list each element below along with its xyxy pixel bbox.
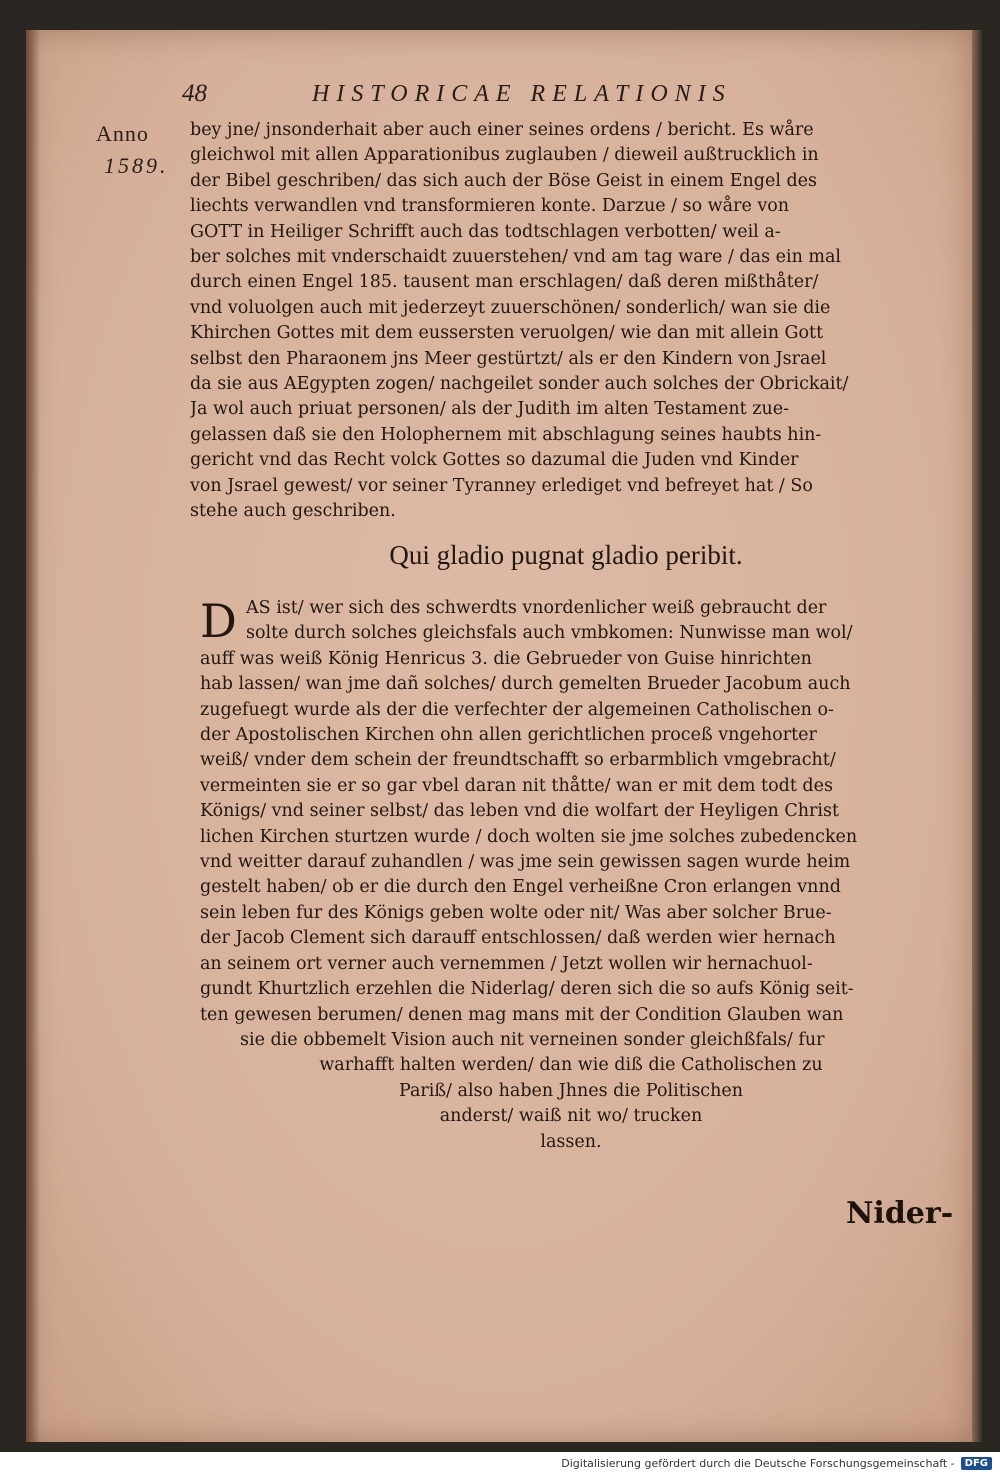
text-line: lichen Kirchen sturtzen wurde / doch wolten sie jme solches zubedencken (200, 826, 858, 847)
page-number: 48 (182, 80, 207, 107)
text-line: ber solches mit vnderschaidt zuuerstehen/ vnd am tag ware / das ein mal (190, 247, 842, 268)
text-line: der Bibel geschriben/ das sich auch der Böse Geist in einem Engel des (190, 170, 818, 191)
text-line: weiß/ vnder dem schein der freundtschafft so erbarmblich vmgebracht/ (200, 750, 836, 771)
margin-note-label: Anno (96, 121, 149, 146)
text-line: vermeinten sie er so gar vbel daran nit thåtte/ wan er mit dem todt des (200, 775, 833, 796)
text-line: gleichwol mit allen Apparationibus zuglauben / dieweil außtrucklich in (190, 145, 819, 166)
margin-note-year: 1589. (104, 152, 169, 178)
text-line: an seinem ort verner auch vernemmen / Jetzt wollen wir hernachuol- (200, 953, 813, 974)
text-line: sein leben fur des Königs geben wolte oder nit/ Was aber solcher Brue- (200, 902, 832, 923)
text-line: gelassen daß sie den Holophernem mit abschlagung seines haubts hin- (190, 424, 822, 445)
text-line: hab lassen/ wan jme dañ solches/ durch gemelten Brueder Jacobum auch (200, 674, 851, 695)
text-line: liechts verwandlen vnd transformieren konte. Darzue / so wåre von (190, 196, 790, 217)
text-line: warhafft halten werden/ dan wie diß die Catholischen zu (319, 1055, 823, 1076)
text-line: durch einen Engel 185. tausent man erschlagen/ daß deren mißthåter/ (190, 272, 819, 293)
section-title: Qui gladio pugnat gladio peribit. (389, 540, 743, 570)
text-line: stehe auch geschriben. (190, 501, 396, 522)
page-gutter (26, 30, 40, 1442)
text-line: gericht vnd das Recht volck Gottes so dazumal die Juden vnd Kinder (190, 450, 799, 471)
text-line: sie die obbemelt Vision auch nit verneinen sonder gleichßfals/ fur (240, 1029, 825, 1050)
text-line: auff was weiß König Henricus 3. die Gebrueder von Guise hinrichten (200, 648, 812, 669)
text-line: bey jne/ jnsonderhait aber auch einer seines ordens / bericht. Es wåre (190, 120, 814, 140)
text-line: Ja wol auch priuat personen/ als der Judith im alten Testament zue- (190, 399, 789, 420)
text-line: GOTT in Heiliger Schrifft auch das todtschlagen verbotten/ weil a- (190, 221, 781, 242)
catchword: Nider- (846, 1196, 954, 1231)
text-line: AS ist/ wer sich des schwerdts vnordenlicher weiß gebraucht der (246, 598, 827, 618)
footer-bar (0, 1452, 1000, 1474)
text-line: anderst/ waiß nit wo/ trucken (439, 1106, 703, 1127)
text-line: der Jacob Clement sich darauff entschlossen/ daß werden wier hernach (200, 928, 836, 949)
text-line: zugefuegt wurde als der die verfechter der algemeinen Catholischen o- (200, 699, 834, 720)
text-line: Pariß/ also haben Jhnes die Politischen (398, 1080, 744, 1101)
text-line: Khirchen Gottes mit dem eussersten veruolgen/ wie dan mit allein Gott (190, 323, 824, 344)
text-line: solte durch solches gleichsfals auch vmbkomen: Nunwisse man wol/ (246, 623, 853, 644)
margin-note (96, 118, 169, 182)
text-line: der Apostolischen Kirchen ohn allen gerichtlichen proceß vngehorter (200, 725, 817, 746)
text-line: ten gewesen berumen/ denen mag mans mit der Condition Glauben wan (200, 1004, 844, 1025)
text-line: gestelt haben/ ob er die durch den Engel verheißne Cron erlangen vnnd (200, 877, 841, 898)
text-line: lassen. (540, 1131, 602, 1152)
text-line: vnd voluolgen auch mit jederzeyt zuuerschönen/ sonderlich/ wan sie die (190, 297, 831, 318)
running-head (182, 80, 732, 108)
text-line: gundt Khurtzlich erzehlen die Niderlag/ deren sich die so aufs König seit- (200, 979, 854, 1000)
text-line: vnd weitter darauf zuhandlen / was jme sein gewissen sagen wurde heim (200, 852, 851, 873)
text-line: Königs/ vnd seiner selbst/ das leben vnd die wolfart der Heyligen Christ (200, 801, 840, 822)
footer-credit: Digitalisierung gefördert durch die Deutsche Forschungsgemeinschaft - (561, 1456, 955, 1470)
page-edge (972, 30, 982, 1442)
paragraph-1 (190, 118, 942, 525)
running-title: HISTORICAE RELATIONIS (312, 81, 732, 107)
text-line: selbst den Pharaonem jns Meer gestürtzt/ als er den Kindern von Jsrael (190, 348, 827, 369)
text-line: da sie aus AEgypten zogen/ nachgeilet sonder auch solches der Obrickait/ (190, 374, 849, 395)
drop-initial: D (200, 594, 237, 648)
text-line: von Jsrael gewest/ vor seiner Tyranney erlediget vnd befreyet hat / So (190, 475, 813, 496)
paragraph-2 (200, 596, 942, 1155)
dfg-logo: DFG (961, 1457, 992, 1470)
